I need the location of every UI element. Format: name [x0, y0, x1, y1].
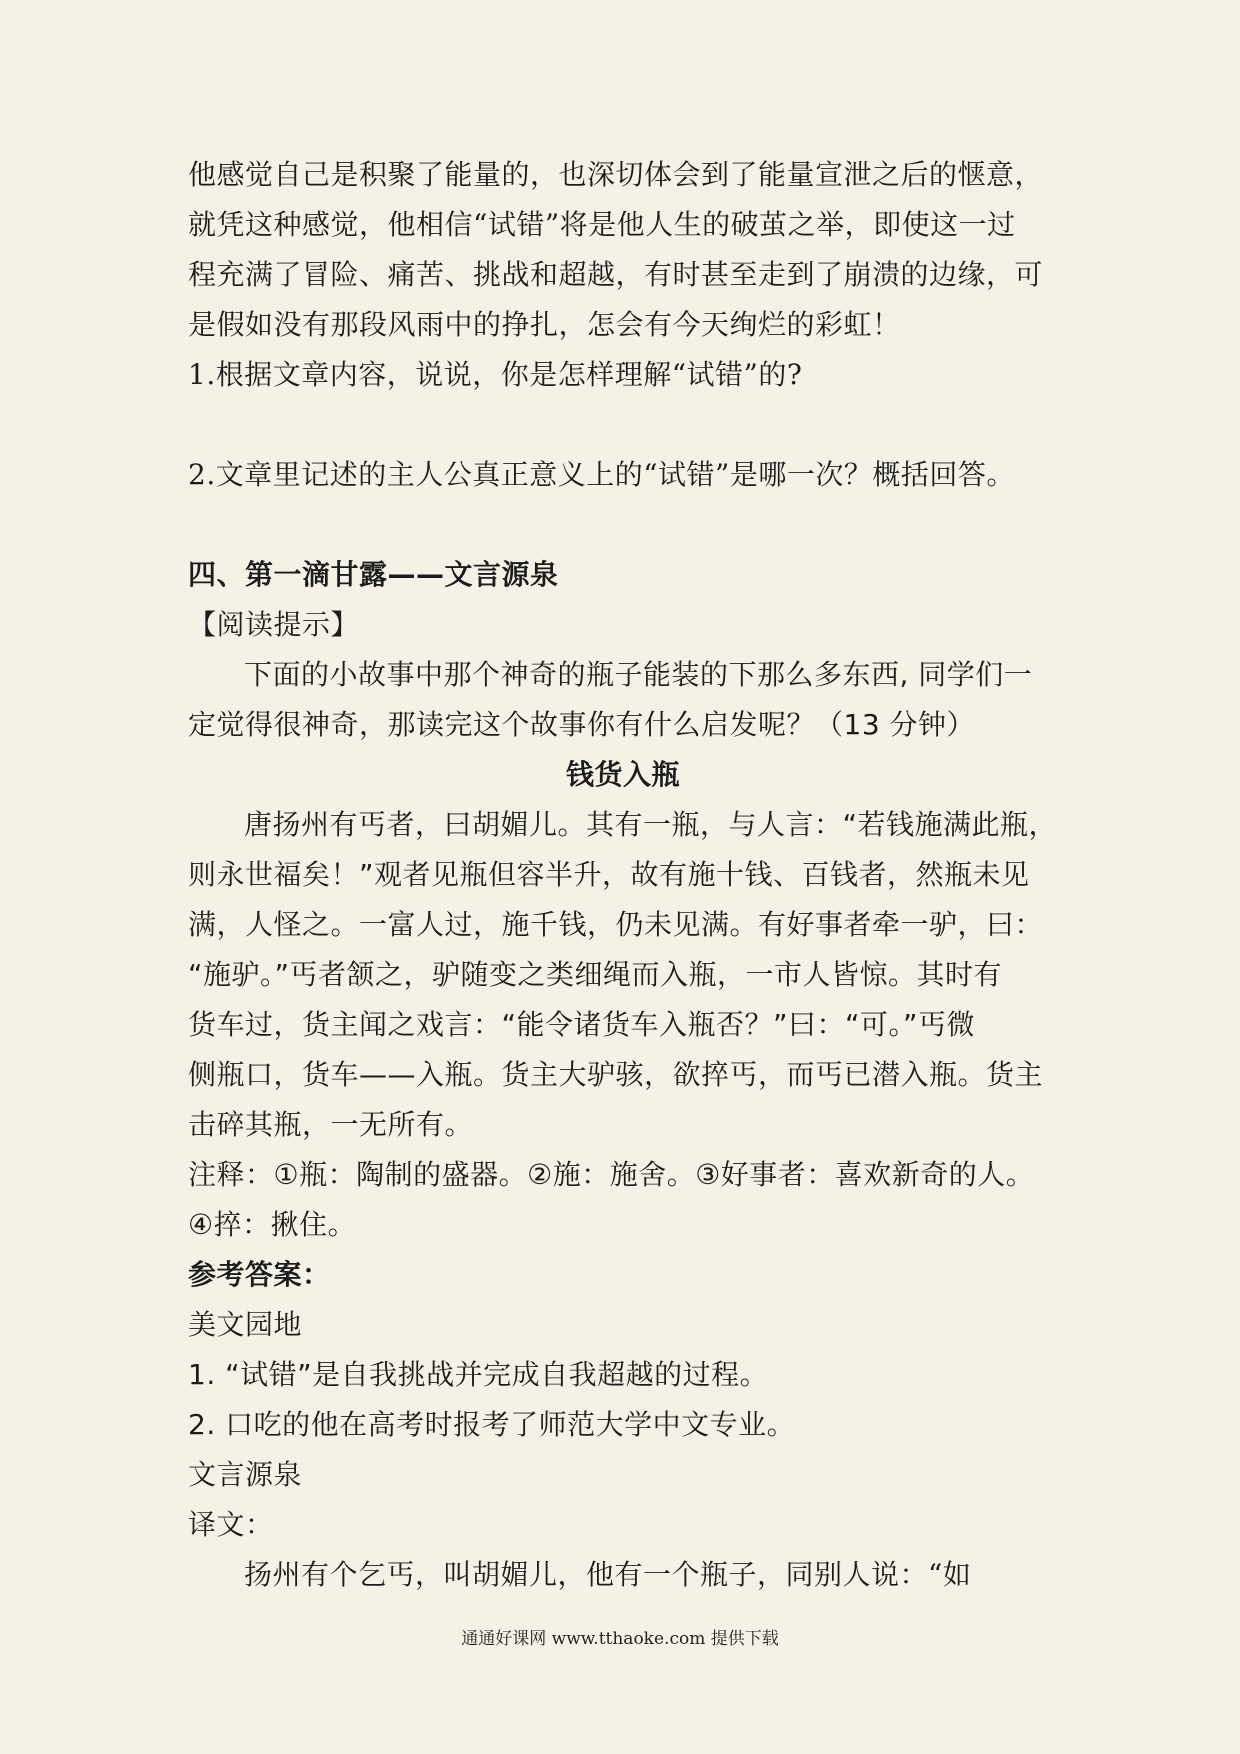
question-1: 1.根据文章内容，说说，你是怎样理解“试错”的? — [188, 358, 803, 391]
answer-item: 1. “试错”是自我挑战并完成自我超越的过程。 — [188, 1358, 769, 1391]
reading-hint-line: 下面的小故事中那个神奇的瓶子能装的下那么多东西, 同学们一 — [244, 658, 1033, 691]
notes-line: 注释：①瓶：陶制的盛器。②施：施舍。③好事者：喜欢新奇的人。 — [188, 1158, 1035, 1191]
reading-hint-line: 定觉得很神奇，那读完这个故事你有什么启发呢？（13 分钟） — [188, 708, 976, 741]
translation-line: 扬州有个乞丐，叫胡媚儿，他有一个瓶子，同别人说：“如 — [244, 1558, 972, 1591]
story-line: 货车过，货主闻之戏言：“能令诸货车入瓶否？”曰：“可。”丐微 — [188, 1008, 976, 1041]
passage-line: 是假如没有那段风雨中的挣扎，怎会有今天绚烂的彩虹！ — [188, 308, 901, 341]
page-footer: 通通好课网 www.tthaoke.com 提供下载 — [461, 1629, 779, 1649]
story-line: 唐扬州有丐者，曰胡媚儿。其有一瓶，与人言：“若钱施满此瓶， — [244, 808, 1058, 841]
translation-label: 译文： — [188, 1508, 274, 1541]
passage-line: 程充满了冒险、痛苦、挑战和超越，有时甚至走到了崩溃的边缘，可 — [188, 258, 1044, 291]
answers-label: 参考答案： — [188, 1258, 331, 1291]
reading-hint-label: 【阅读提示】 — [188, 608, 360, 641]
story-line: 侧瓶口，货车——入瓶。货主大驴骇，欲捽丐，而丐已潜入瓶。货主 — [188, 1058, 1044, 1091]
passage-line: 他感觉自己是积聚了能量的，也深切体会到了能量宣泄之后的惬意， — [188, 158, 1044, 191]
document-page — [188, 150, 1058, 1600]
answer-item: 2. 口吃的他在高考时报考了师范大学中文专业。 — [188, 1408, 796, 1441]
spacer — [188, 500, 1058, 550]
story-line: 满，人怪之。一富人过，施千钱，仍未见满。有好事者牵一驴，曰： — [188, 908, 1044, 941]
story-title: 钱货入瓶 — [565, 758, 680, 791]
notes-line: ④捽：揪住。 — [188, 1208, 357, 1241]
section-title: 四、第一滴甘露——文言源泉 — [188, 558, 559, 591]
story-line: 则永世福矣！”观者见瓶但容半升，故有施十钱、百钱者，然瓶未见 — [188, 858, 1030, 891]
story-line: “施驴。”丐者颔之，驴随变之类细绳而入瓶，一市人皆惊。其时有 — [188, 958, 1003, 991]
answers-section-heading: 美文园地 — [188, 1308, 303, 1341]
passage-line: 就凭这种感觉，他相信“试错”将是他人生的破茧之举，即使这一过 — [188, 208, 1016, 241]
question-2: 2.文章里记述的主人公真正意义上的“试错”是哪一次？概括回答。 — [188, 458, 1015, 491]
answers-section-heading: 文言源泉 — [188, 1458, 303, 1491]
story-line: 击碎其瓶，一无所有。 — [188, 1108, 474, 1141]
answer-space — [188, 400, 1058, 450]
